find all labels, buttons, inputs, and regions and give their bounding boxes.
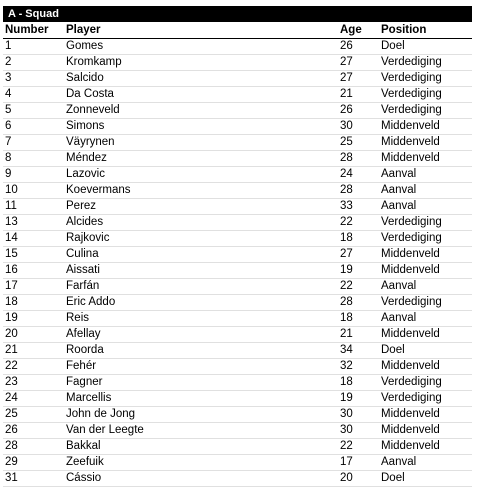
table-row	[3, 151, 472, 167]
cell-player: Zeefuik	[66, 456, 104, 468]
table-row	[3, 103, 472, 119]
cell-player: Salcido	[66, 72, 104, 84]
cell-player: Aissati	[66, 264, 100, 276]
cell-position: Aanval	[381, 312, 417, 324]
table-body	[3, 39, 472, 487]
cell-position: Middenveld	[381, 440, 440, 452]
cell-player: Méndez	[66, 152, 107, 164]
cell-position: Middenveld	[381, 408, 440, 420]
cell-age: 21	[340, 88, 353, 100]
table-row	[3, 247, 472, 263]
cell-age: 27	[340, 56, 353, 68]
cell-position: Verdediging	[381, 376, 442, 388]
table-row	[3, 327, 472, 343]
table-row	[3, 375, 472, 391]
cell-position: Aanval	[381, 280, 417, 292]
cell-player: Rajkovic	[66, 232, 110, 244]
table-row	[3, 343, 472, 359]
cell-position: Verdediging	[381, 392, 442, 404]
cell-age: 25	[340, 136, 353, 148]
table-row	[3, 87, 472, 103]
cell-number: 29	[5, 456, 18, 468]
cell-number: 10	[5, 184, 18, 196]
cell-number: 13	[5, 216, 18, 228]
cell-number: 9	[5, 168, 12, 180]
cell-age: 26	[340, 104, 353, 116]
top-strip	[0, 0, 479, 4]
cell-player: Lazovic	[66, 168, 105, 180]
cell-number: 16	[5, 264, 18, 276]
table-row	[3, 407, 472, 423]
cell-number: 19	[5, 312, 18, 324]
squad-title-bar	[3, 6, 472, 22]
cell-position: Doel	[381, 344, 405, 356]
cell-age: 33	[340, 200, 353, 212]
cell-player: Bakkal	[66, 440, 101, 452]
cell-age: 17	[340, 456, 353, 468]
cell-position: Verdediging	[381, 88, 442, 100]
cell-number: 28	[5, 440, 18, 452]
cell-player: Gomes	[66, 40, 104, 52]
cell-age: 27	[340, 248, 353, 260]
cell-age: 30	[340, 424, 353, 436]
cell-position: Aanval	[381, 456, 417, 468]
cell-player: Marcellis	[66, 392, 112, 404]
column-header-age: Age	[340, 24, 362, 36]
table-row	[3, 39, 472, 55]
cell-number: 2	[5, 56, 12, 68]
table-row	[3, 55, 472, 71]
table-row	[3, 183, 472, 199]
table-header-row	[3, 23, 472, 39]
cell-age: 28	[340, 152, 353, 164]
cell-position: Verdediging	[381, 232, 442, 244]
cell-position: Verdediging	[381, 216, 442, 228]
cell-player: Zonneveld	[66, 104, 120, 116]
cell-age: 22	[340, 216, 353, 228]
cell-age: 32	[340, 360, 353, 372]
cell-position: Aanval	[381, 184, 417, 196]
table-row	[3, 279, 472, 295]
cell-position: Verdediging	[381, 56, 442, 68]
cell-number: 7	[5, 136, 12, 148]
cell-player: John de Jong	[66, 408, 136, 420]
cell-position: Middenveld	[381, 248, 440, 260]
cell-number: 26	[5, 424, 18, 436]
cell-age: 28	[340, 184, 353, 196]
cell-player: Farfán	[66, 280, 100, 292]
cell-age: 18	[340, 376, 353, 388]
table-row	[3, 391, 472, 407]
cell-number: 1	[5, 40, 12, 52]
cell-player: Fagner	[66, 376, 103, 388]
cell-number: 23	[5, 376, 18, 388]
cell-position: Aanval	[381, 168, 417, 180]
cell-age: 30	[340, 120, 353, 132]
cell-age: 28	[340, 296, 353, 308]
table-row	[3, 455, 472, 471]
cell-player: Afellay	[66, 328, 101, 340]
table-row	[3, 167, 472, 183]
cell-player: Roorda	[66, 344, 104, 356]
cell-number: 31	[5, 472, 18, 484]
cell-age: 18	[340, 312, 353, 324]
cell-age: 19	[340, 264, 353, 276]
cell-player: Culina	[66, 248, 99, 260]
cell-position: Middenveld	[381, 136, 440, 148]
table-row	[3, 119, 472, 135]
cell-player: Koevermans	[66, 184, 131, 196]
cell-position: Middenveld	[381, 360, 440, 372]
cell-number: 3	[5, 72, 12, 84]
table-row	[3, 263, 472, 279]
squad-table	[3, 23, 472, 487]
cell-number: 4	[5, 88, 12, 100]
column-header-number: Number	[5, 24, 49, 36]
cell-player: Fehér	[66, 360, 97, 372]
cell-number: 22	[5, 360, 18, 372]
cell-player: Simons	[66, 120, 105, 132]
table-row	[3, 311, 472, 327]
table-row	[3, 439, 472, 455]
cell-position: Verdediging	[381, 72, 442, 84]
cell-position: Middenveld	[381, 264, 440, 276]
cell-position: Middenveld	[381, 328, 440, 340]
cell-age: 20	[340, 472, 353, 484]
cell-number: 24	[5, 392, 18, 404]
cell-player: Kromkamp	[66, 56, 122, 68]
table-row	[3, 199, 472, 215]
cell-age: 27	[340, 72, 353, 84]
cell-number: 17	[5, 280, 18, 292]
cell-position: Verdediging	[381, 296, 442, 308]
cell-age: 19	[340, 392, 353, 404]
table-row	[3, 215, 472, 231]
cell-age: 26	[340, 40, 353, 52]
cell-position: Verdediging	[381, 104, 442, 116]
cell-position: Middenveld	[381, 424, 440, 436]
table-row	[3, 295, 472, 311]
cell-number: 6	[5, 120, 12, 132]
cell-number: 8	[5, 152, 12, 164]
cell-age: 24	[340, 168, 353, 180]
table-row	[3, 471, 472, 487]
cell-number: 21	[5, 344, 18, 356]
cell-age: 30	[340, 408, 353, 420]
cell-number: 5	[5, 104, 12, 116]
cell-position: Aanval	[381, 200, 417, 212]
cell-player: Cássio	[66, 472, 102, 484]
cell-number: 11	[5, 200, 17, 212]
cell-player: Perez	[66, 200, 97, 212]
cell-age: 22	[340, 440, 353, 452]
cell-player: Da Costa	[66, 88, 114, 100]
cell-position: Middenveld	[381, 120, 440, 132]
cell-player: Eric Addo	[66, 296, 116, 308]
table-row	[3, 423, 472, 439]
table-row	[3, 359, 472, 375]
cell-number: 14	[5, 232, 18, 244]
cell-age: 34	[340, 344, 353, 356]
cell-age: 18	[340, 232, 353, 244]
table-row	[3, 71, 472, 87]
cell-number: 20	[5, 328, 18, 340]
column-header-player: Player	[66, 24, 101, 36]
cell-player: Alcides	[66, 216, 104, 228]
cell-number: 15	[5, 248, 18, 260]
table-row	[3, 231, 472, 247]
cell-number: 18	[5, 296, 18, 308]
cell-player: Van der Leegte	[66, 424, 144, 436]
cell-position: Doel	[381, 472, 405, 484]
cell-position: Middenveld	[381, 152, 440, 164]
cell-player: Reis	[66, 312, 90, 324]
squad-title: A - Squad	[8, 8, 59, 20]
cell-position: Doel	[381, 40, 405, 52]
column-header-position: Position	[381, 24, 427, 36]
cell-player: Väyrynen	[66, 136, 115, 148]
cell-age: 21	[340, 328, 353, 340]
cell-age: 22	[340, 280, 353, 292]
table-row	[3, 135, 472, 151]
cell-number: 25	[5, 408, 18, 420]
